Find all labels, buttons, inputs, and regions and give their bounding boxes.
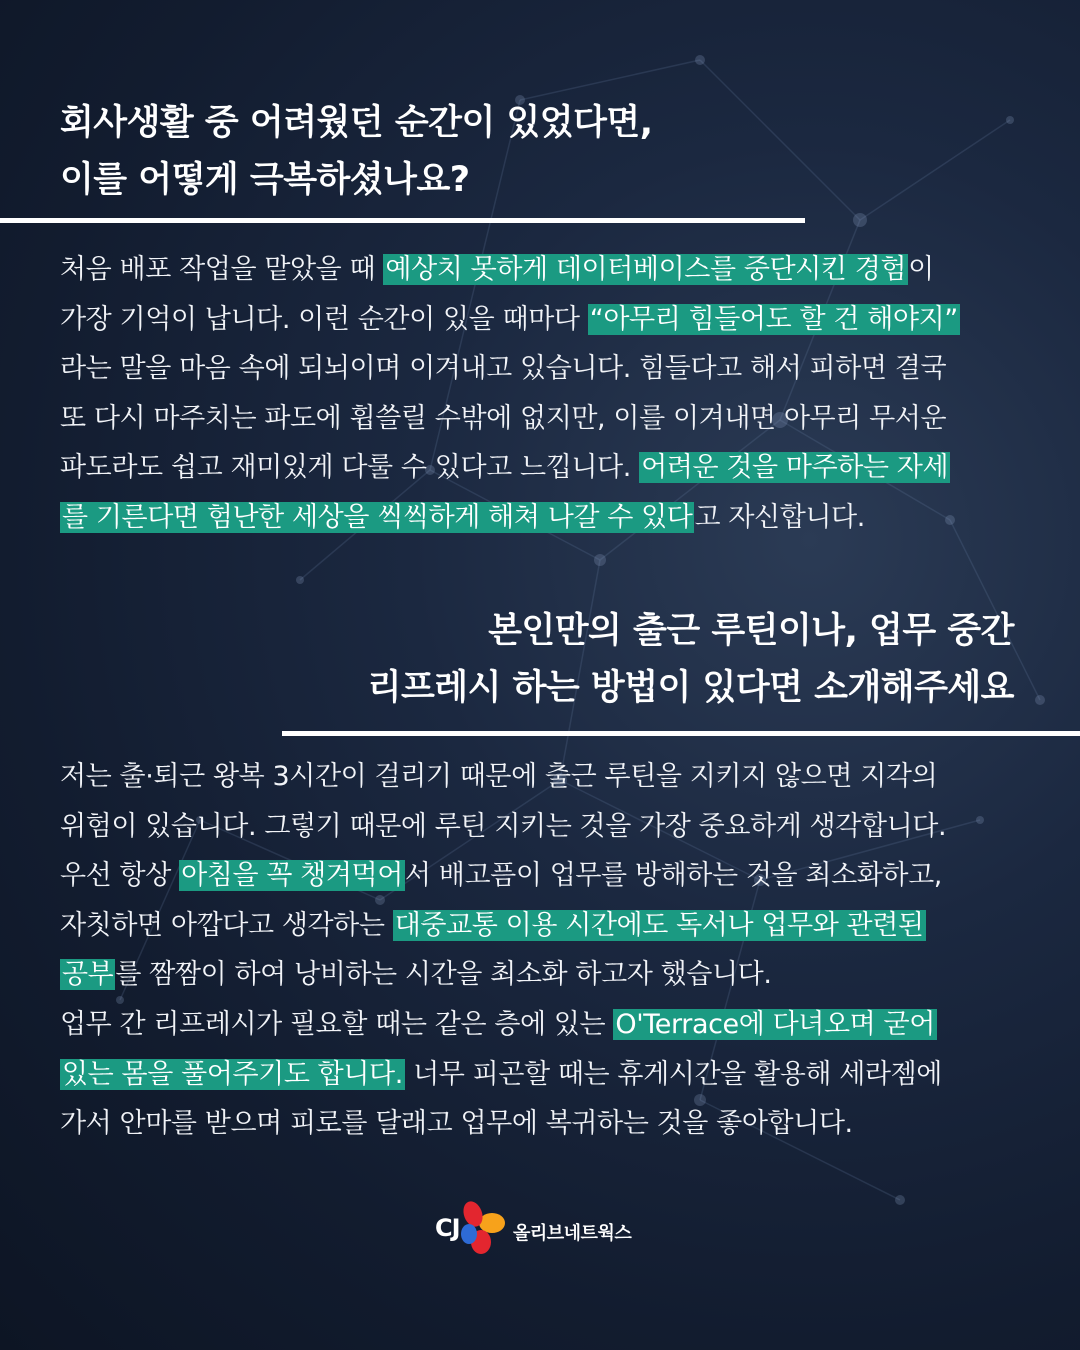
question-2-line-1: 본인만의 출근 루틴이나, 업무 중간 — [488, 611, 1014, 651]
answer-text: 업무 간 리프레시가 필요할 때는 같은 층에 있는 — [60, 1008, 614, 1040]
logo-name: 올리브네트웍스 — [513, 1223, 632, 1244]
answer-text: 고 자신합니다. — [694, 501, 865, 533]
answer-2-paragraph — [60, 752, 1020, 1149]
answer-highlight: O'Terrace에 다녀오며 굳어 — [615, 1008, 935, 1040]
answer-text: 파도라도 쉽고 재미있게 다룰 수 있다고 느낍니다. — [60, 452, 640, 484]
answer-text: 자칫하면 아깝다고 생각하는 — [60, 909, 393, 941]
question-2-line-2: 리프레시 하는 방법이 있다면 소개해주세요 — [367, 668, 1014, 708]
answer-2-line — [60, 1050, 1020, 1100]
question-2-heading — [368, 603, 1014, 717]
answer-1-line — [60, 245, 1020, 295]
question-2-divider — [282, 731, 1080, 736]
answer-2-line — [60, 950, 1020, 1000]
answer-1-line: 또 다시 마주치는 파도에 휩쓸릴 수밖에 없지만, 이를 이겨내면 아무리 무서운 — [60, 402, 947, 434]
answer-highlight: 아침을 꼭 챙겨먹어 — [181, 860, 403, 892]
answer-1-line: 라는 말을 마음 속에 되뇌이며 이겨내고 있습니다. 힘들다고 해서 피하면 결국 — [60, 353, 947, 385]
answer-highlight: 있는 몸을 풀어주기도 합니다. — [62, 1058, 403, 1090]
answer-text: 우선 항상 — [60, 860, 180, 892]
cj-olivenetworks-logo — [435, 1198, 645, 1262]
answer-2-line — [60, 1000, 1020, 1050]
answer-text: 가장 기억이 납니다. 이런 순간이 있을 때마다 — [60, 303, 588, 335]
answer-text: 서 배고픔이 업무를 방해하는 것을 최소화하고, — [404, 860, 942, 892]
answer-1-paragraph — [60, 245, 1020, 543]
question-1-line-2: 이를 어떻게 극복하셨나요? — [60, 160, 470, 200]
answer-2-line: 위험이 있습니다. 그렇기 때문에 루틴 지키는 것을 가장 중요하게 생각합니다. — [60, 810, 947, 842]
answer-1-line — [60, 295, 1020, 345]
answer-highlight: 어려운 것을 마주하는 자세 — [641, 452, 949, 484]
answer-text: 를 짬짬이 하여 낭비하는 시간을 최소화 하고자 했습니다. — [115, 959, 772, 991]
question-1-divider — [0, 218, 805, 223]
answer-text: 처음 배포 작업을 맡았을 때 — [60, 254, 384, 285]
answer-2-line: 가서 안마를 받으며 피로를 달래고 업무에 복귀하는 것을 좋아합니다. — [60, 1108, 853, 1140]
answer-2-line: 저는 출·퇴근 왕복 3시간이 걸리기 때문에 출근 루틴을 지키지 않으면 지각의 — [60, 761, 938, 792]
question-1-heading — [60, 95, 653, 209]
answer-highlight: 공부 — [62, 959, 114, 991]
answer-text: 너무 피곤할 때는 휴게시간을 활용해 세라젬에 — [404, 1058, 942, 1090]
answer-highlight: “아무리 힘들어도 할 건 해야지” — [589, 303, 958, 335]
logo-brand: CJ — [435, 1214, 460, 1242]
answer-1-line — [60, 443, 1020, 493]
answer-highlight: 를 기른다면 험난한 세상을 씩씩하게 해쳐 나갈 수 있다 — [62, 501, 693, 533]
answer-1-line — [60, 493, 1020, 543]
answer-highlight: 대중교통 이용 시간에도 독서나 업무와 관련된 — [394, 909, 924, 941]
question-1-line-1: 회사생활 중 어려웠던 순간이 있었다면, — [60, 103, 653, 143]
answer-2-line — [60, 851, 1020, 901]
answer-highlight: 예상치 못하게 데이터베이스를 중단시킨 경험 — [385, 254, 907, 285]
answer-2-line — [60, 901, 1020, 951]
answer-text: 이 — [908, 254, 934, 285]
